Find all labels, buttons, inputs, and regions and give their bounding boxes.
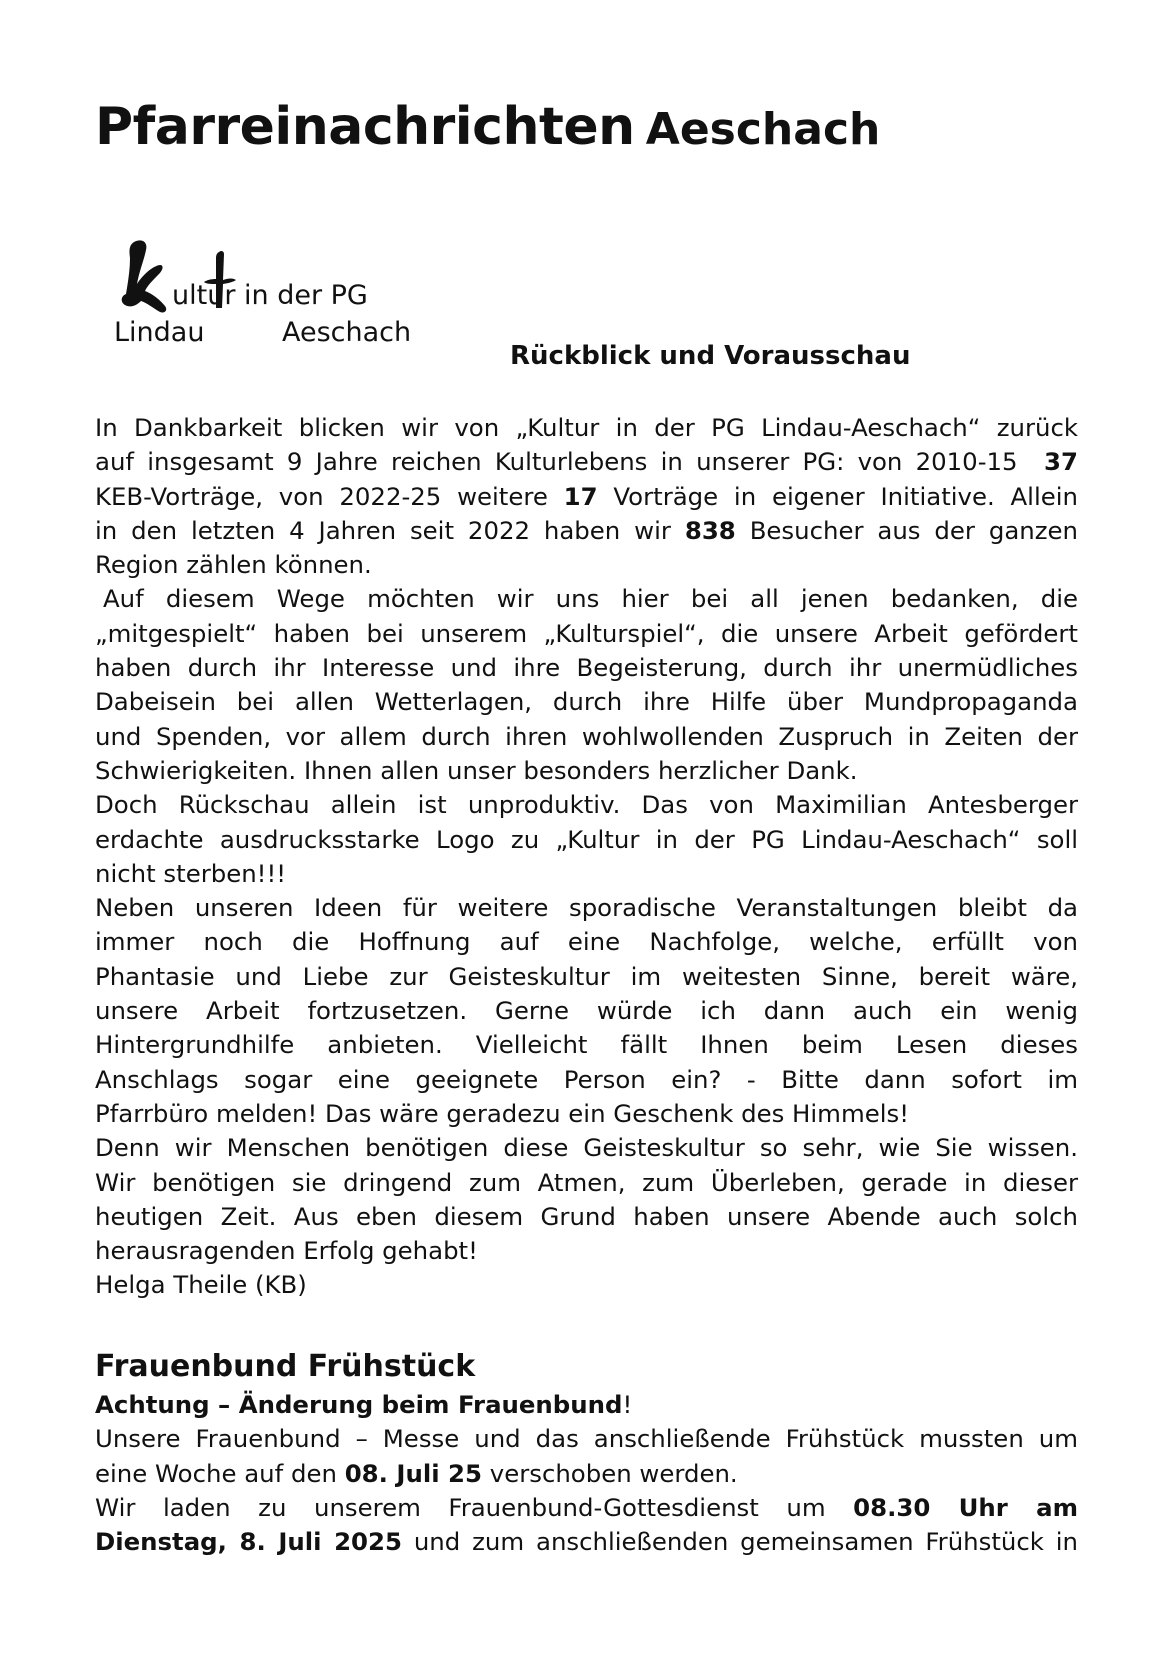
text-span: Vorträge in eigener Initiative. Allein xyxy=(613,481,1078,511)
text-line: In Dankbarkeit blicken wir von „Kultur in der PG Lindau-Aeschach“ zurück xyxy=(95,413,1078,442)
page-title-sub: Aeschach xyxy=(645,104,881,155)
text-line xyxy=(95,1525,1078,1559)
text-span: auf insgesamt 9 Jahre reichen Kulturlebens in unserer PG: von 2010-15 xyxy=(95,447,1018,477)
kultur-logo xyxy=(112,236,502,366)
count-keb-talks: 37 xyxy=(1044,447,1078,477)
text-span: verschoben werden. xyxy=(489,1458,738,1488)
text-span: Besucher aus der ganzen xyxy=(749,515,1078,545)
logo-k-figure xyxy=(122,240,166,312)
text-line xyxy=(95,1491,1078,1525)
text-line: Neben unseren Ideen für weitere sporadische Veranstaltungen bleibt da xyxy=(95,893,1078,923)
text-line: unsere Arbeit fortzusetzen. Gerne würde ich dann auch ein wenig xyxy=(95,996,1078,1026)
text-line: immer noch die Hoffnung auf eine Nachfolge, welche, erfüllt von xyxy=(95,927,1078,957)
text-line: herausragenden Erfolg gehabt! xyxy=(95,1236,478,1266)
text-line: haben durch ihr Interesse und ihre Begeisterung, durch ihr unermüdliches xyxy=(95,653,1078,683)
text-span: in den letzten 4 Jahren seit 2022 haben wir xyxy=(95,515,671,545)
logo-line2-left: Lindau xyxy=(114,317,205,348)
text-line: Hintergrundhilfe anbieten. Vielleicht fällt Ihnen beim Lesen dieses xyxy=(95,1030,1078,1060)
text-line: erdachte ausdrucksstarke Logo zu „Kultur in der PG Lindau-Aeschach“ soll xyxy=(95,824,1078,854)
text-line: Schwierigkeiten. Ihnen allen unser besonders herzlicher Dank. xyxy=(95,755,858,785)
logo-line2-right: Aeschach xyxy=(282,317,412,348)
page-title xyxy=(95,98,880,158)
text-line: Pfarrbüro melden! Das wäre geradezu ein Geschenk des Himmels! xyxy=(95,1098,909,1128)
text-line: Region zählen können. xyxy=(95,550,372,580)
text-span: und zum anschließenden gemeinsamen Frühstück in xyxy=(413,1527,1078,1557)
page-title-main: Pfarreinachrichten xyxy=(95,97,635,157)
text-line xyxy=(95,480,1078,514)
article-frauenbund xyxy=(95,1388,1078,1559)
text-line: Doch Rückschau allein ist unproduktiv. Das von Maximilian Antesberger xyxy=(95,790,1078,820)
logo-line1: ultur in der PG xyxy=(172,280,368,311)
text-line: nicht sterben!!! xyxy=(95,858,287,888)
text-span: KEB-Vorträge, von 2022-25 weitere xyxy=(95,481,548,511)
author-signature: Helga Theile (KB) xyxy=(95,1270,307,1300)
alert-text: Achtung – Änderung beim Frauenbund xyxy=(95,1390,623,1419)
text-line: Denn wir Menschen benötigen diese Geisteskultur so sehr, wie Sie wissen. xyxy=(95,1133,1078,1163)
text-span: Wir laden zu unserem Frauenbund-Gottesdienst um xyxy=(95,1492,826,1522)
text-line: Auf diesem Wege möchten wir uns hier bei all jenen bedanken, die xyxy=(103,584,1078,614)
text-line: Anschlags sogar eine geeignete Person ein? - Bitte dann sofort im xyxy=(95,1064,1078,1094)
text-line xyxy=(95,445,1078,479)
text-line xyxy=(95,514,1078,548)
article-kultur xyxy=(95,411,1078,1303)
event-day: Dienstag, 8. Juli 2025 xyxy=(95,1527,402,1557)
text-line: „mitgespielt“ haben bei unserem „Kulturspiel“, die unsere Arbeit gefördert xyxy=(95,618,1078,648)
event-time: 08.30 Uhr am xyxy=(853,1492,1078,1522)
text-span: eine Woche auf den xyxy=(95,1458,337,1488)
article-subheading: Rückblick und Vorausschau xyxy=(510,341,911,371)
event-date: 08. Juli 25 xyxy=(344,1458,482,1488)
text-line: Phantasie und Liebe zur Geisteskultur im weitesten Sinne, bereit wäre, xyxy=(95,961,1078,991)
text-line xyxy=(95,1457,1078,1491)
alert-end: ! xyxy=(622,1390,633,1419)
text-line: Unsere Frauenbund – Messe und das anschließende Frühstück mussten um xyxy=(95,1424,1078,1454)
text-line: Wir benötigen sie dringend zum Atmen, zum Überleben, gerade in dieser xyxy=(95,1167,1078,1197)
alert-line xyxy=(95,1388,1078,1422)
text-line: und Spenden, vor allem durch ihren wohlwollenden Zuspruch in Zeiten der xyxy=(95,721,1078,751)
count-visitors: 838 xyxy=(684,515,736,545)
count-own-talks: 17 xyxy=(563,481,598,511)
text-line: Dabeisein bei allen Wetterlagen, durch ihre Hilfe über Mundpropaganda xyxy=(95,687,1078,717)
text-line: heutigen Zeit. Aus eben diesem Grund haben unsere Abende auch solch xyxy=(95,1201,1078,1231)
section-heading-frauenbund: Frauenbund Frühstück xyxy=(95,1349,476,1384)
